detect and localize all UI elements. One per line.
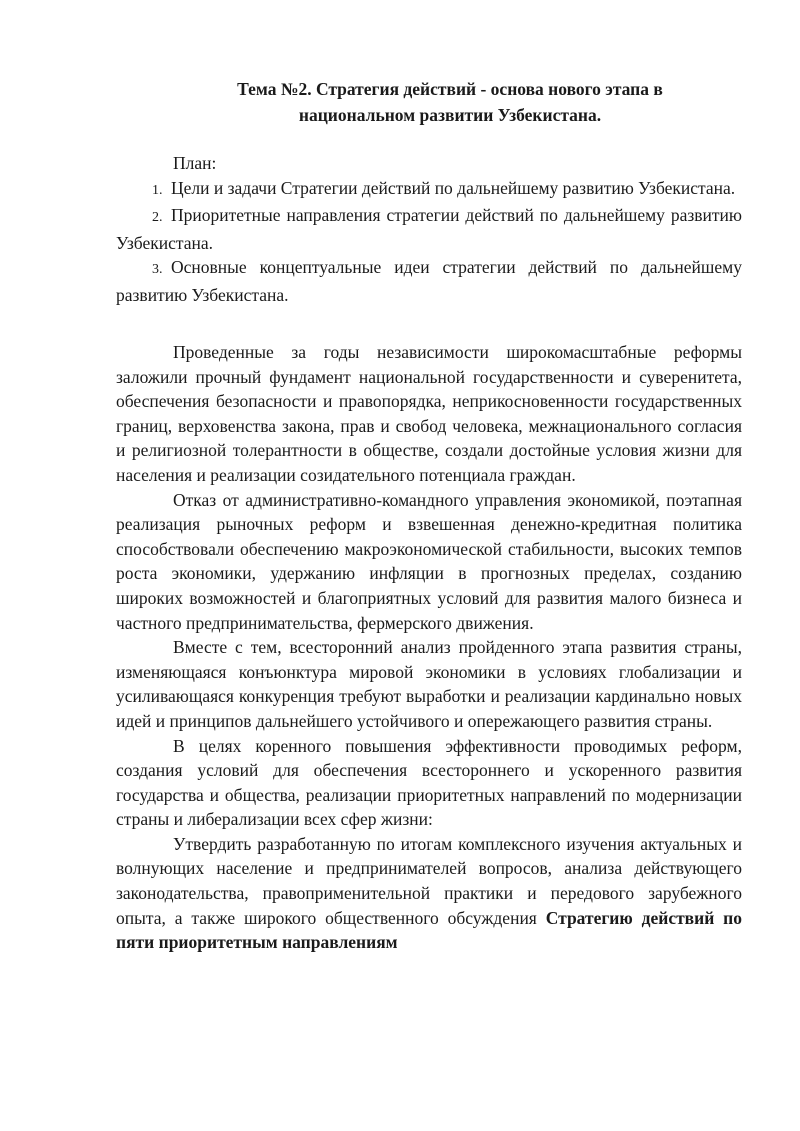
paragraph-5-text: Утвердить разработанную по итогам комплексного изучения актуальных и волнующих население и предпринимателей вопросов, анализа действующего законодательства, правоприменительной практики и передового зарубежного опыта, а также широкого общественного обсуждения <box>116 833 742 928</box>
paragraph-5-bold-text: Стратегию действий по пяти приоритетным направлениям <box>116 907 743 953</box>
plan-item-1 <box>116 176 742 204</box>
plan-item-text: Основные концептуальные идеи стратегии действий по дальнейшему развитию Узбекистана. <box>116 257 742 305</box>
plan-list <box>116 176 742 308</box>
body-text <box>116 340 742 955</box>
plan-section <box>116 149 742 308</box>
paragraph-1: Проведенные за годы независимости широкомасштабные реформы заложили прочный фундамент национальной государственности и суверенитета, обеспечения безопасности и правопорядка, неприкосновенности государственных границ, верховенства закона, прав и свобод человека, межнационального согласия и религиозной толерантности в обществе, создали достойные условия жизни для населения и реализации созидательного потенциала граждан. <box>116 342 742 485</box>
plan-item-text: Цели и задачи Стратегии действий по дальнейшему развитию Узбекистана. <box>171 177 736 198</box>
document-title <box>100 76 800 128</box>
paragraph-4: В целях коренного повышения эффективности проводимых реформ, создания условий для обеспечения всестороннего и ускоренного развития государства и общества, реализации приоритетных направлений по модернизации страны и либерализации всех сфер жизни: <box>116 735 742 830</box>
paragraph-2: Отказ от административно-командного управления экономикой, поэтапная реализация рыночных реформ и взвешенная денежно-кредитная политика способствовали обеспечению макроэкономической стабильности, высоких темпов роста экономики, удержанию инфляции в прогнозных пределах, созданию широких возможностей и благоприятных условий для развития малого бизнеса и частного предпринимательства, фермерского движения. <box>116 489 742 633</box>
plan-heading: План: <box>173 153 217 173</box>
plan-item-text: Приоритетные направления стратегии действий по дальнейшему развитию Узбекистана. <box>116 205 742 253</box>
title-line-1: Тема №2. Стратегия действий - основа нового этапа в <box>237 79 663 99</box>
paragraph-3: Вместе с тем, всесторонний анализ пройденного этапа развития страны, изменяющаяся конъюнктура мировой экономики в условиях глобализации и усиливающаяся конкуренция требуют выработки и реализации кардинально новых идей и принципов дальнейшего устойчивого и опережающего развития страны. <box>116 637 742 731</box>
plan-item-number: 3. <box>152 262 163 278</box>
plan-item-2 <box>116 203 742 255</box>
plan-item-3 <box>116 255 742 307</box>
paragraph-5 <box>116 832 742 955</box>
plan-item-number: 1. <box>152 182 163 198</box>
title-line-2: национальном развитии Узбекистана. <box>298 105 602 125</box>
plan-item-number: 2. <box>152 210 163 226</box>
